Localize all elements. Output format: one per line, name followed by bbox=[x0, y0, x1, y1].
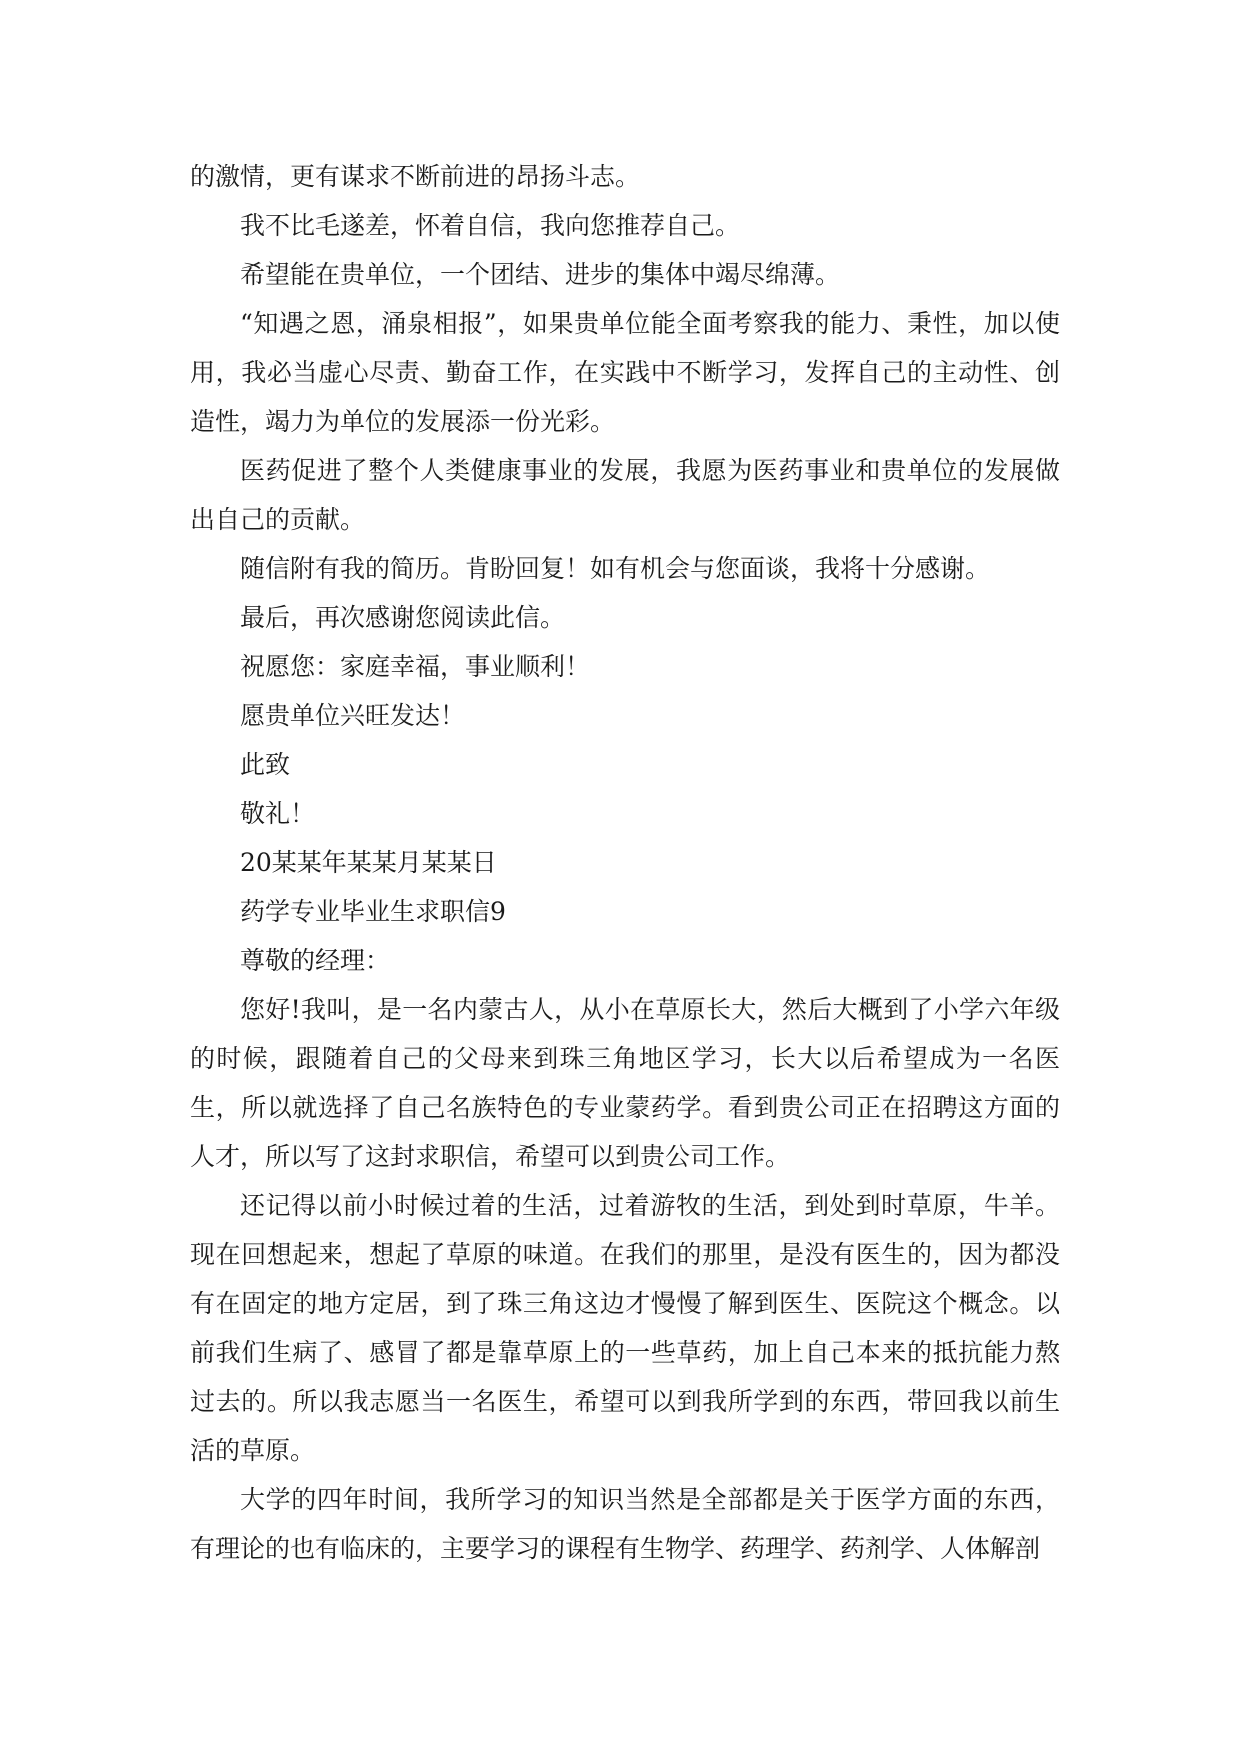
paragraph: 希望能在贵单位，一个团结、进步的集体中竭尽绵薄。 bbox=[240, 260, 841, 289]
paragraph: 愿贵单位兴旺发达！ bbox=[240, 701, 466, 730]
paragraph: 大学的四年时间，我所学习的知识当然是全部都是关于医学方面的东西，有理论的也有临床的，主要学习的课程有生物学、药理学、药剂学、人体解剖 bbox=[190, 1485, 1060, 1563]
paragraph: 随信附有我的简历。肯盼回复！如有机会与您面谈，我将十分感谢。 bbox=[240, 554, 991, 583]
document-body bbox=[190, 152, 1060, 1573]
paragraph: 祝愿您：家庭幸福，事业顺利！ bbox=[240, 652, 591, 681]
closing-salutation: 此致 bbox=[240, 750, 291, 779]
paragraph: 我不比毛遂差，怀着自信，我向您推荐自己。 bbox=[240, 211, 741, 240]
paragraph: 您好!我叫，是一名内蒙古人，从小在草原长大，然后大概到了小学六年级的时候，跟随着自己的父母来到珠三角地区学习，长大以后希望成为一名医生，所以就选择了自己名族特色的专业蒙药学。看到贵公司正在招聘这方面的人才，所以写了这封求职信，希望可以到贵公司工作。 bbox=[190, 995, 1060, 1171]
letter-date: 20某某年某某月某某日 bbox=[240, 848, 497, 877]
letter-greeting: 尊敬的经理： bbox=[240, 946, 391, 975]
closing-regards: 敬礼！ bbox=[240, 799, 316, 828]
paragraph: 还记得以前小时候过着的生活，过着游牧的生活，到处到时草原，牛羊。现在回想起来，想起了草原的味道。在我们的那里，是没有医生的，因为都没有在固定的地方定居，到了珠三角这边才慢慢了解到医生、医院这个概念。以前我们生病了、感冒了都是靠草原上的一些草药，加上自己本来的抵抗能力熬过去的。所以我志愿当一名医生，希望可以到我所学到的东西，带回我以前生活的草原。 bbox=[190, 1191, 1060, 1465]
paragraph: “知遇之恩，涌泉相报”，如果贵单位能全面考察我的能力、秉性，加以使用，我必当虚心尽责、勤奋工作，在实践中不断学习，发挥自己的主动性、创造性，竭力为单位的发展添一份光彩。 bbox=[190, 309, 1060, 436]
paragraph: 的激情，更有谋求不断前进的昂扬斗志。 bbox=[190, 162, 641, 191]
paragraph: 最后，再次感谢您阅读此信。 bbox=[240, 603, 566, 632]
section-title: 药学专业毕业生求职信9 bbox=[240, 897, 506, 926]
paragraph: 医药促进了整个人类健康事业的发展，我愿为医药事业和贵单位的发展做出自己的贡献。 bbox=[190, 456, 1060, 534]
